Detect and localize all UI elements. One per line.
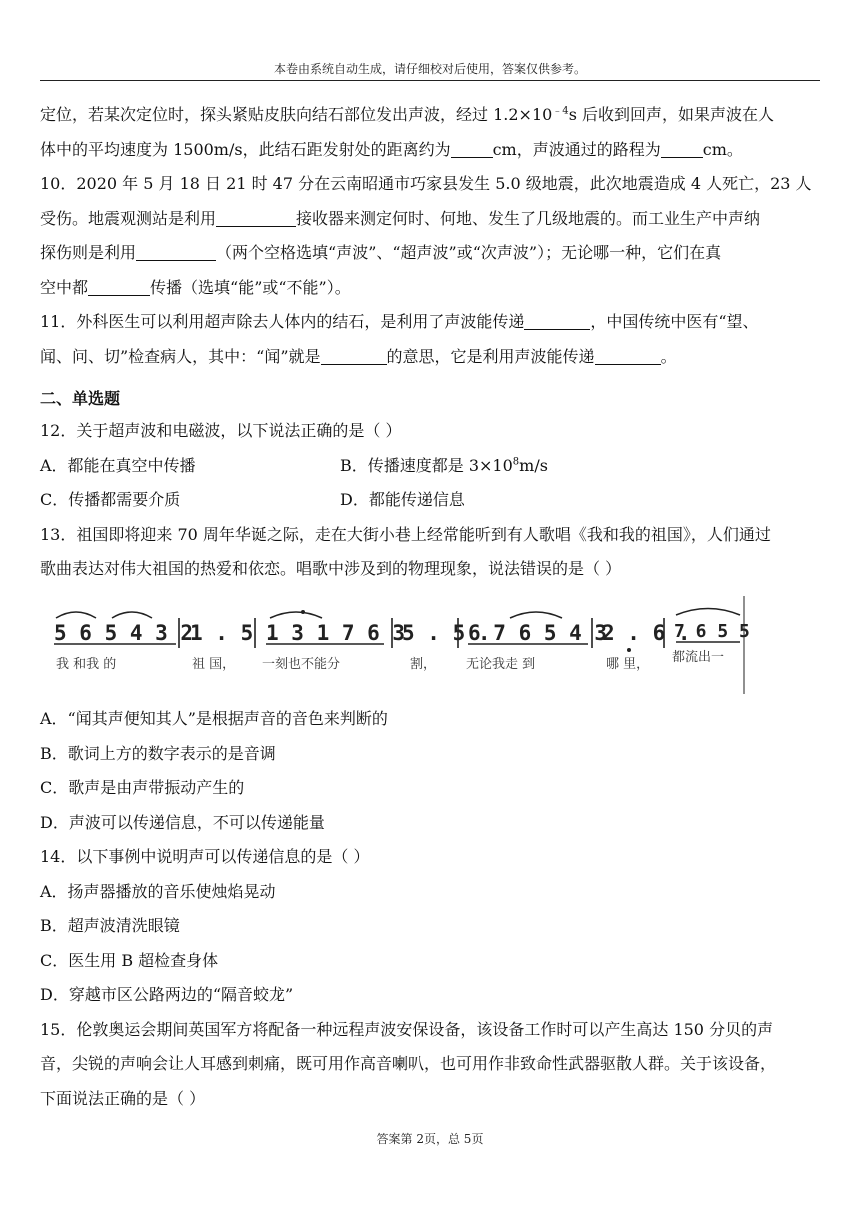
q11-text-2a: 闻、问、切”检查病人，其中：“闻”就是 xyxy=(40,346,321,366)
q11-text-2b: 的意思，它是利用声波能传递 xyxy=(386,346,595,366)
q12-option-a[interactable]: A．都能在真空中传播 xyxy=(40,455,196,475)
q11-blank-1[interactable] xyxy=(524,311,590,330)
q12-option-d[interactable]: D．都能传递信息 xyxy=(340,490,465,509)
q13-option-d[interactable]: D．声波可以传递信息，不可以传递能量 xyxy=(40,812,325,832)
header-rule xyxy=(40,80,820,81)
q14-stem: 14．以下事例中说明声可以传递信息的是（ ） xyxy=(40,847,370,866)
measure-5-notes: 6 7 6 5 4 3 xyxy=(468,621,608,645)
section-title-single-choice: 二、单选题 xyxy=(40,389,121,408)
q10-line-3 xyxy=(40,236,820,271)
q14-option-a[interactable]: A．扬声器播放的音乐使烛焰晃动 xyxy=(40,881,276,901)
q9-text-2c: cm。 xyxy=(702,139,743,159)
q11-line-1 xyxy=(40,305,820,340)
measure-1-notes: 5 6 5 4 3 2 xyxy=(54,621,194,645)
page-header: 本卷由系统自动生成，请仔细校对后使用，答案仅供参考。 xyxy=(273,62,586,76)
q12-option-b[interactable] xyxy=(340,449,640,484)
q12-option-b-exponent: 8 xyxy=(512,456,520,468)
bar-lines xyxy=(179,596,744,694)
q10-line-4 xyxy=(40,271,820,306)
q9-text-2a: 体中的平均速度为 1500m/s，此结石距发射处的距离约为 xyxy=(40,139,451,159)
q12-stem: 12．关于超声波和电磁波，以下说法正确的是（ ） xyxy=(40,421,402,440)
q9-exponent: ﹣4 xyxy=(552,105,569,117)
q11-blank-3[interactable] xyxy=(595,346,661,365)
q10-line-1: 10．2020 年 5 月 18 日 21 时 47 分在云南昭通市巧家县发生 5.0 级地震，此次地震造成 4 人死亡，23 人 xyxy=(40,174,812,193)
q14-option-c[interactable]: C．医生用 B 超检查身体 xyxy=(40,950,219,970)
q11-line-2 xyxy=(40,340,820,375)
q11-text-1a: 11．外科医生可以利用超声除去人体内的结石，是利用了声波能传递 xyxy=(40,312,525,331)
q13-option-b[interactable]: B．歌词上方的数字表示的是音调 xyxy=(40,743,276,763)
q10-blank-1[interactable] xyxy=(216,208,296,227)
measure-5-lyrics: 无论我走 到 xyxy=(466,657,536,672)
q12-option-b-text: B．传播速度都是 3×10 xyxy=(340,455,513,475)
q11-blank-2[interactable] xyxy=(321,346,387,365)
q13-line-2: 歌曲表达对伟大祖国的热爱和依恋。唱歌中涉及到的物理现象，说法错误的是（ ） xyxy=(40,559,622,578)
music-score-figure xyxy=(40,590,750,694)
q15-line-3: 下面说法正确的是（ ） xyxy=(40,1088,206,1108)
q9-blank-2[interactable] xyxy=(661,139,703,158)
measure-3-lyrics: 一刻也不能分 xyxy=(262,657,341,672)
q12-options-row-1 xyxy=(40,449,820,484)
q9-text-1b: s 后收到回声，如果声波在人 xyxy=(568,105,774,124)
q9-line-2 xyxy=(40,133,820,168)
q11-text-1b: ，中国传统中医有“望、 xyxy=(590,312,759,331)
q13-line-1: 13．祖国即将迎来 70 周年华诞之际，走在大街小巷上经常能听到有人歌唱《我和我的祖国》，人们通过 xyxy=(40,524,771,544)
q10-text-2a: 受伤。地震观测站是利用 xyxy=(40,208,217,228)
q12-option-c[interactable]: C．传播都需要介质 xyxy=(40,490,181,509)
q11-text-2c: 。 xyxy=(660,346,677,366)
measure-6-lyrics: 哪 里， xyxy=(606,657,650,672)
measure-4-lyrics: 割， xyxy=(410,657,437,672)
q14-option-b[interactable]: B．超声波清洗眼镜 xyxy=(40,916,180,935)
measure-3-notes: 1 3 1 7 6 3 xyxy=(266,621,406,645)
q14-option-d[interactable]: D．穿越市区公路两边的“隔音蛟龙” xyxy=(40,985,294,1004)
measure-7-notes: 7 6 5 5 xyxy=(674,621,750,642)
q15-line-1: 15．伦敦奥运会期间英国军方将配备一种远程声波安保设备，该设备工作时可以产生高达 150 分贝的声 xyxy=(40,1019,774,1039)
q9-blank-1[interactable] xyxy=(451,139,493,158)
measure-1-lyrics: 我 和我 的 xyxy=(56,657,117,672)
q15-line-2: 音，尖锐的声响会让人耳感到刺痛，既可用作高音喇叭，也可用作非致命性武器驱散人群。关于该设备， xyxy=(40,1054,777,1073)
measure-6-notes: 2 . 6 . xyxy=(602,621,691,645)
page-footer: 答案第 2页，总 5页 xyxy=(376,1132,484,1146)
q9-line-1 xyxy=(40,98,820,133)
q9-text-1a: 定位，若某次定位时，探头紧贴皮肤向结石部位发出声波，经过 1.2×10 xyxy=(40,105,553,124)
q12-option-b-unit: m/s xyxy=(519,455,548,475)
q10-line-2 xyxy=(40,202,820,237)
q10-text-3b: （两个空格选填“声波”、“超声波”或“次声波”）；无论哪一种，它们在真 xyxy=(216,243,722,262)
q10-text-4b: 传播（选填“能”或“不能”）。 xyxy=(150,277,351,297)
document-body xyxy=(40,98,820,587)
q10-text-4a: 空中都 xyxy=(40,277,89,297)
q13-option-a[interactable]: A．“闻其声便知其人”是根据声音的音色来判断的 xyxy=(40,709,388,728)
measure-2-notes: 1 . 5 . xyxy=(190,621,279,645)
q10-text-2b: 接收器来测定何时、何地、发生了几级地震的。而工业生产中声纳 xyxy=(296,208,761,228)
q10-blank-2[interactable] xyxy=(136,242,216,261)
document-body-continued xyxy=(40,702,820,1116)
measure-7-lyrics: 都流出一 xyxy=(672,650,725,665)
q10-text-3a: 探伤则是利用 xyxy=(40,243,137,262)
measure-4-notes: 5 . 5 . xyxy=(402,621,491,645)
q12-options-row-2 xyxy=(40,483,820,518)
q13-option-c[interactable]: C．歌声是由声带振动产生的 xyxy=(40,778,245,797)
q9-text-2b: cm，声波通过的路程为 xyxy=(492,139,661,159)
q10-blank-3[interactable] xyxy=(88,277,150,296)
measure-2-lyrics: 祖 国， xyxy=(192,657,236,672)
